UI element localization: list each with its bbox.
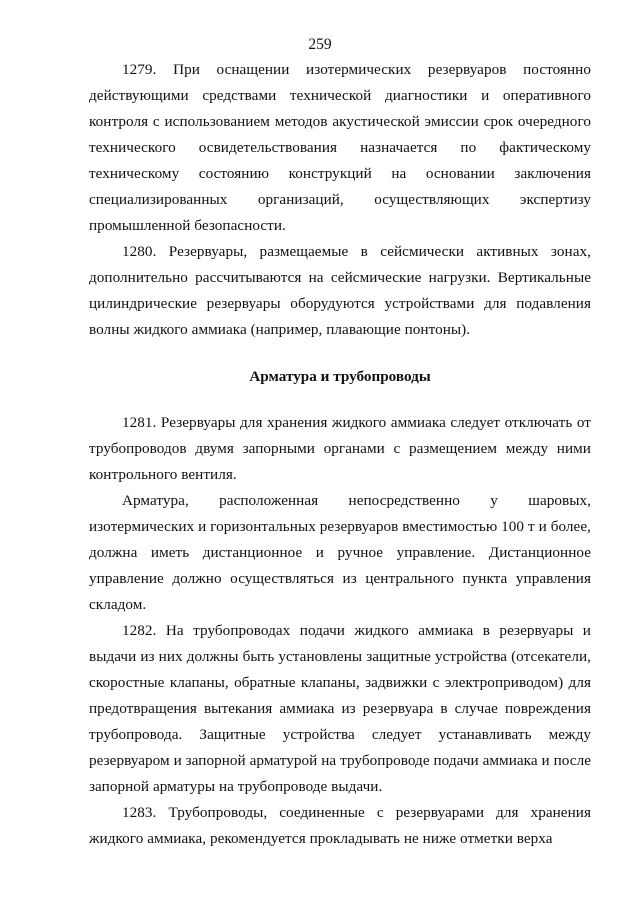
paragraph-armatura: Арматура, расположенная непосредственно у шаровых, изотермических и горизонтальных резервуаров вместимостью 100 т и более, должна иметь дистанционное и ручное управление. Дистанционное управление должно осуществляться из центрального пункта управления складом. bbox=[89, 492, 591, 613]
paragraph-1280: 1280. Резервуары, размещаемые в сейсмически активных зонах, дополнительно рассчитываются на сейсмические нагрузки. Вертикальные цилиндрические резервуары оборудуются устройствами для подавления волны жидкого аммиака (например, плавающие понтоны). bbox=[89, 243, 591, 338]
document-body bbox=[89, 57, 591, 852]
page-number: 259 bbox=[308, 36, 332, 53]
section-heading: Арматура и трубопроводы bbox=[249, 368, 431, 385]
paragraph-1279: 1279. При оснащении изотермических резервуаров постоянно действующими средствами технической диагностики и оперативного контроля с использованием методов акустической эмиссии срок очередного технического освидетельствования назначается по фактическому техническому состоянию конструкций на основании заключения специализированных организаций, осуществляющих экспертизу промышленной безопасности. bbox=[89, 61, 591, 234]
paragraph-1281: 1281. Резервуары для хранения жидкого аммиака следует отключать от трубопроводов двумя запорными органами с размещением между ними контрольного вентиля. bbox=[89, 414, 591, 483]
paragraph-1282: 1282. На трубопроводах подачи жидкого аммиака в резервуары и выдачи из них должны быть установлены защитные устройства (отсекатели, скоростные клапаны, обратные клапаны, задвижки с электроприводом) для предотвращения вытекания аммиака из резервуара в случае повреждения трубопровода. Защитные устройства следует устанавливать между резервуаром и запорной арматурой на трубопроводе подачи аммиака и после запорной арматуры на трубопроводе выдачи. bbox=[89, 622, 591, 795]
paragraph-1283: 1283. Трубопроводы, соединенные с резервуарами для хранения жидкого аммиака, рекомендуется прокладывать не ниже отметки верха bbox=[89, 804, 591, 847]
